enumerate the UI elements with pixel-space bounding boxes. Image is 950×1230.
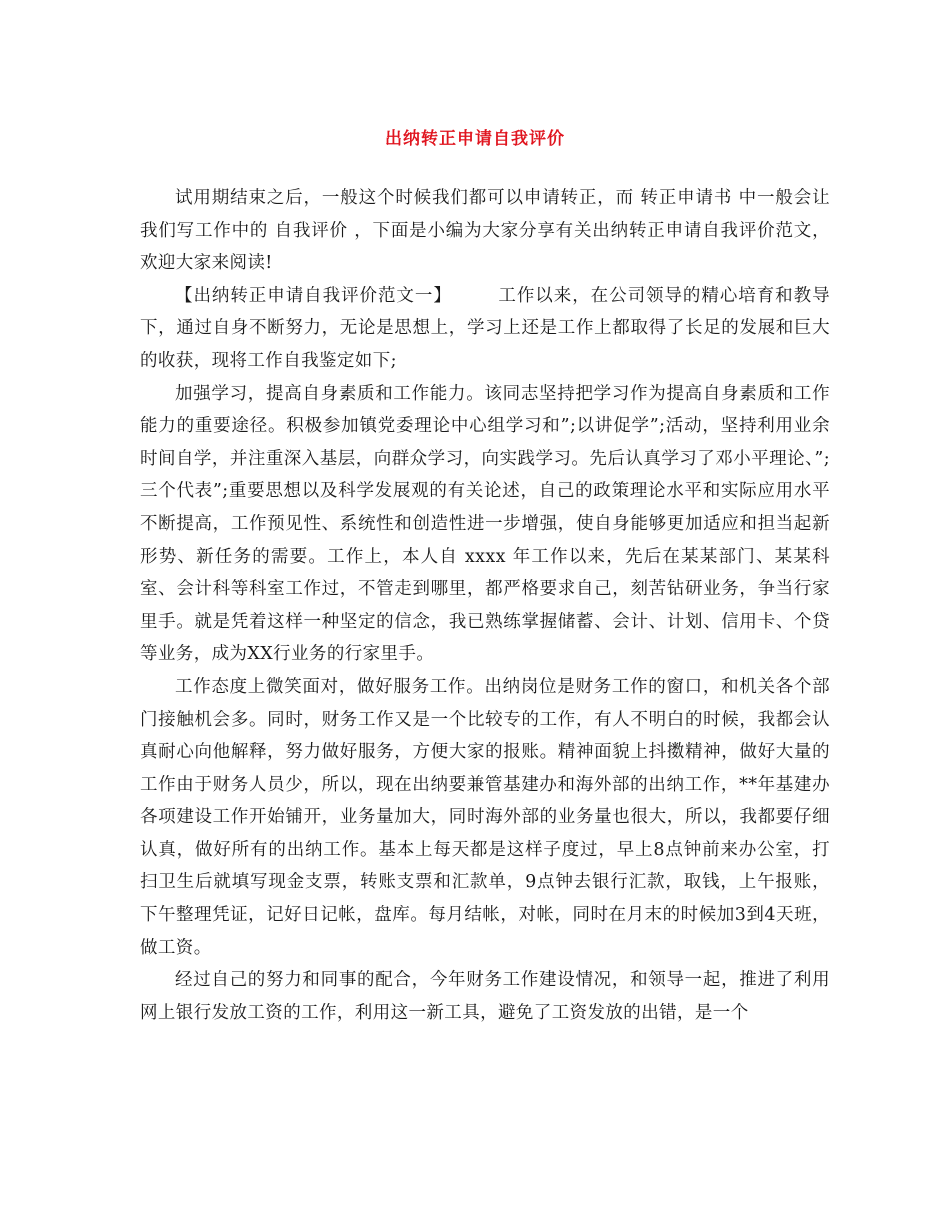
paragraph-results: 经过自己的努力和同事的配合，今年财务工作建设情况，和领导一起，推进了利用网上银行发放工资的工作，利用这一新工具，避免了工资发放的出错，是一个	[140, 970, 830, 1023]
document-body	[140, 182, 830, 1029]
paragraph-attitude: 工作态度上微笑面对，做好服务工作。出纳岗位是财务工作的窗口，和机关各个部门接触机会多。同时，财务工作又是一个比较专的工作，有人不明白的时候，我都会认真耐心向他解释，努力做好服务，方便大家的报账。精神面貌上抖擞精神，做好大量的工作由于财务人员少，所以，现在出纳要兼管基建办和海外部的出纳工作，**年基建办各项建设工作开始铺开，业务量加大，同时海外部的业务量也很大，所以，我都要仔细认真，做好所有的出纳工作。基本上每天都是这样子度过，早上8点钟前来办公室，打扫卫生后就填写现金支票，转账支票和汇款单，9点钟去银行汇款，取钱，上午报账，下午整理凭证，记好日记帐，盘库。每月结帐，对帐，同时在月末的时候加3到4天班，做工资。	[140, 676, 830, 958]
document-title: 出纳转正申请自我评价	[385, 129, 565, 149]
paragraph-intro: 试用期结束之后，一般这个时候我们都可以申请转正，而 转正申请书 中一般会让我们写工作中的 自我评价 ，下面是小编为大家分享有关出纳转正申请自我评价范文，欢迎大家来阅读!	[140, 188, 830, 274]
paragraph-sample-one: 【出纳转正申请自我评价范文一】 工作以来，在公司领导的精心培育和教导下，通过自身不断努力，无论是思想上，学习上还是工作上都取得了长足的发展和巨大的收获，现将工作自我鉴定如下;	[140, 285, 830, 371]
paragraph-study: 加强学习，提高自身素质和工作能力。该同志坚持把学习作为提高自身素质和工作能力的重要途径。积极参加镇党委理论中心组学习和”;以讲促学”;活动，坚持利用业余时间自学，并注重深入基层，向群众学习，向实践学习。先后认真学习了邓小平理论、”;三个代表”;重要思想以及科学发展观的有关论述，自己的政策理论水平和实际应用水平不断提高，工作预见性、系统性和创造性进一步增强，使自身能够更加适应和担当起新形势、新任务的需要。工作上，本人自 xxxx 年工作以来，先后在某某部门、某某科室、会计科等科室工作过，不管走到哪里，都严格要求自己，刻苦钻研业务，争当行家里手。就是凭着这样一种坚定的信念，我已熟练掌握储蓄、会计、计划、信用卡、个贷等业务，成为XX行业务的行家里手。	[140, 383, 830, 665]
